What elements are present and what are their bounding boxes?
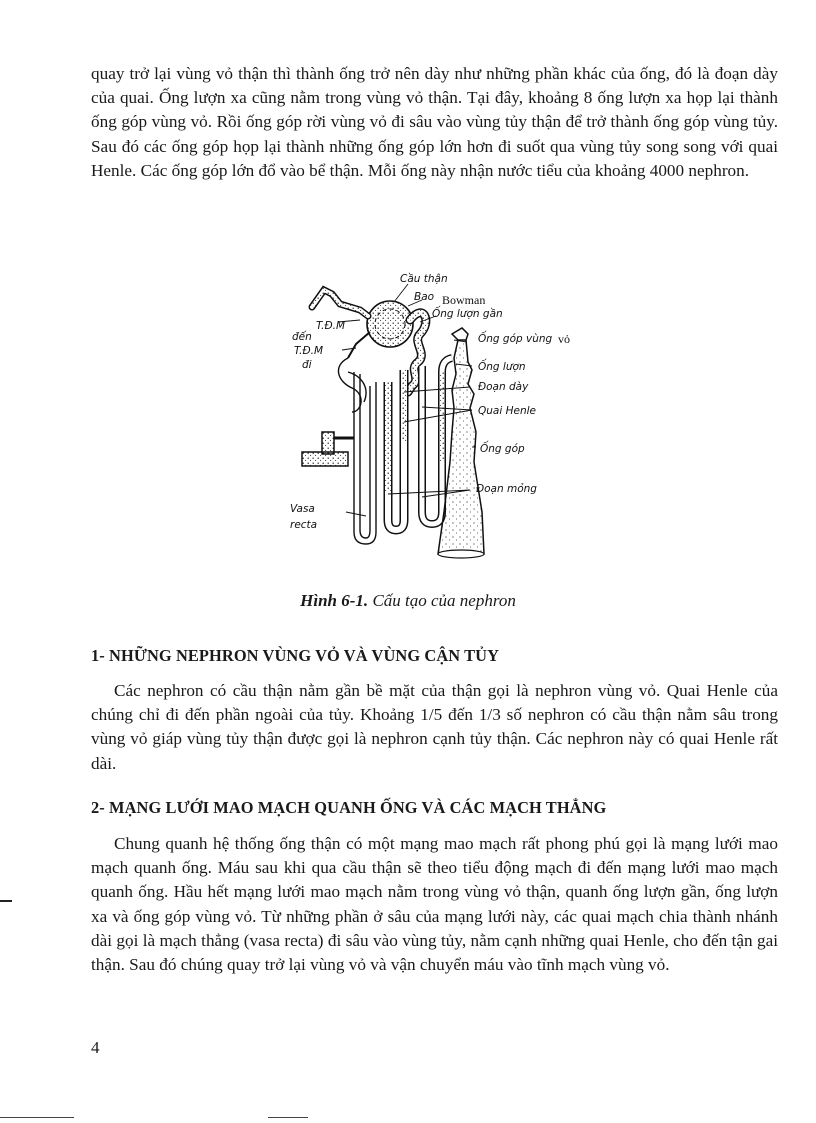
- label-quai-henle: Quai Henle: [478, 405, 536, 417]
- section-1-paragraph: Các nephron có cầu thận nằm gần bề mặt của thận gọi là nephron vùng vỏ. Quai Henle của chúng chỉ đi đến phần ngoài của tủy. Khoảng 1/5 đến 1/3 số nephron có cầu thận nằm sâu trong vùng vỏ giáp vùng tủy thận được gọi là nephron cạnh tủy thận. Các nephron này có quai Henle rất dài.: [91, 681, 778, 773]
- label-vo: vỏ: [558, 332, 570, 346]
- label-doan-day: Đoạn dày: [478, 381, 529, 393]
- label-tdm-den-line1: T.Đ.M: [316, 320, 346, 332]
- label-doan-mong: Đoạn mỏng: [476, 483, 537, 495]
- page-number: 4: [91, 1038, 100, 1057]
- figure-caption-number: Hình 6-1.: [300, 591, 369, 610]
- label-ong-gop-vung: Ống góp vùng: [478, 333, 553, 345]
- label-cau-than: Cầu thận: [400, 273, 448, 285]
- label-ong-gop: Ống góp: [480, 443, 525, 455]
- label-tdm-di-line2: đi: [302, 359, 312, 371]
- bottom-edge-line: [268, 1117, 308, 1118]
- nephron-diagram: [262, 262, 582, 562]
- figure-caption-text: Cấu tạo của nephron: [372, 591, 516, 610]
- bottom-edge-line: [0, 1117, 74, 1118]
- margin-mark: [0, 900, 12, 902]
- label-ong-luon-gan: Ống lượn gần: [432, 308, 503, 320]
- efferent-arteriole-shape: [348, 332, 370, 358]
- label-recta: recta: [290, 519, 318, 531]
- label-bowman: Bowman: [442, 293, 486, 307]
- label-tdm-di-line1: T.Đ.M: [294, 345, 324, 357]
- label-ong-luon: Ống lượn: [478, 361, 526, 373]
- section-2-heading: 2- MẠNG LƯỚI MAO MẠCH QUANH ỐNG VÀ CÁC MẠCH THẲNG: [91, 798, 607, 817]
- glomerulus-shape: [367, 301, 413, 347]
- arterial-block-shape: [302, 432, 354, 466]
- vasa-recta-shape: [338, 358, 376, 544]
- section-1-heading: 1- NHỮNG NEPHRON VÙNG VỎ VÀ VÙNG CẬN TỦY: [91, 646, 500, 665]
- loop-of-henle-shape: [388, 370, 404, 530]
- label-tdm-den-line2: đến: [292, 331, 312, 343]
- body-paragraph-continued: quay trở lại vùng vỏ thận thì thành ống trở nên dày như những phần khác của ống, đó là đoạn dày của quai. Ống lượn xa cũng nằm trong vùng vỏ thận. Tại đây, khoảng 8 ống lượn xa họp lại thành ống góp vùng vỏ. Rồi ống góp rời vùng vỏ đi sâu vào vùng tủy thận để trở thành ống góp vùng tủy. Sau đó các ống góp họp lại thành những ống góp lớn hơn đi suốt qua vùng tủy song song với quai Henle. Các ống góp lớn đổ vào bể thận. Mỗi ống này nhận nước tiểu của khoảng 4000 nephron.: [91, 64, 778, 180]
- section-2-paragraph: Chung quanh hệ thống ống thận có một mạng mao mạch rất phong phú gọi là mạng lưới mao mạch quanh ống. Máu sau khi qua cầu thận sẽ theo tiểu động mạch đi đến mạng lưới mao mạch quanh ống. Hầu hết mạng lưới mao mạch nằm trong vùng vỏ thận, quanh ống lượn gần, ống lượn xa và ống góp vùng vỏ. Từ những phần ở sâu của mạng lưới này, các quai mạch chia thành nhánh dài gọi là mạch thẳng (vasa recta) đi sâu vào vùng tủy, nằm cạnh những quai Henle, cho đến tận gai thận. Sau đó chúng quay trở lại vùng vỏ và vận chuyển máu vào tĩnh mạch vùng vỏ.: [91, 834, 778, 975]
- figure-caption: [0, 591, 816, 611]
- label-bao: Bao: [414, 291, 435, 303]
- label-vasa: Vasa: [290, 503, 315, 515]
